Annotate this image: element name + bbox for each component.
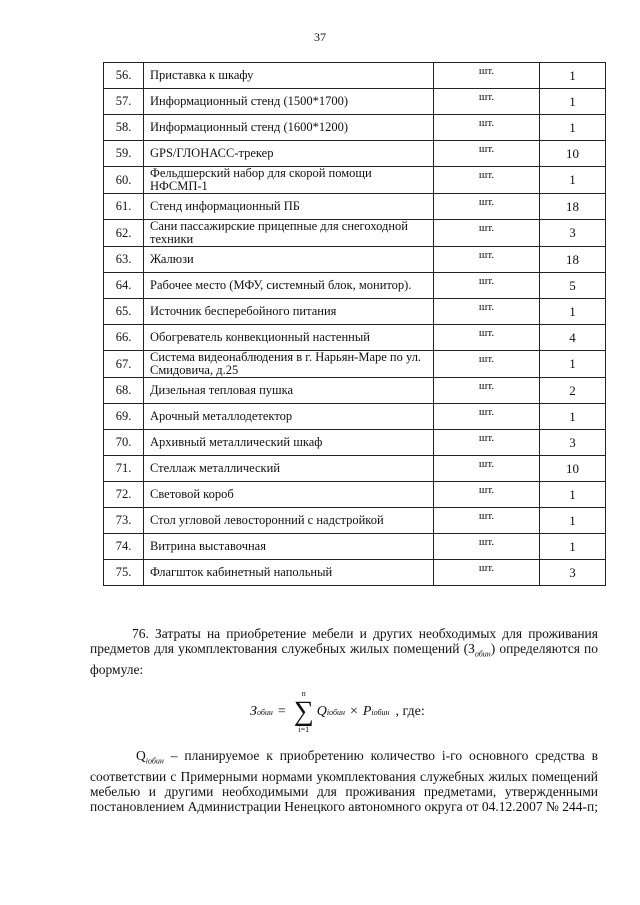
row-unit: шт. — [434, 482, 540, 508]
row-quantity: 2 — [540, 378, 606, 404]
row-quantity: 1 — [540, 351, 606, 378]
table-row — [104, 220, 606, 247]
row-quantity: 18 — [540, 247, 606, 273]
row-name: GPS/ГЛОНАСС-трекер — [144, 141, 434, 167]
row-name: Световой короб — [144, 482, 434, 508]
row-name: Приставка к шкафу — [144, 63, 434, 89]
formula-times: × — [349, 704, 358, 719]
row-name: Сани пассажирские прицепные для снегоходной техники — [144, 220, 434, 247]
table-row — [104, 325, 606, 351]
items-table — [103, 62, 606, 586]
row-name: Информационный стенд (1500*1700) — [144, 89, 434, 115]
row-number: 65. — [104, 299, 144, 325]
formula-sum-top: n — [301, 689, 306, 698]
row-unit: шт. — [434, 141, 540, 167]
formula-q-sub: iобин — [326, 707, 345, 717]
formula-where: , где: — [395, 704, 425, 719]
row-unit: шт. — [434, 194, 540, 220]
formula-q: Q — [316, 704, 327, 719]
row-quantity: 1 — [540, 299, 606, 325]
table-row — [104, 141, 606, 167]
paragraph-q-symbol-sub: iобин — [145, 756, 164, 766]
paragraph-76-text-after: ) определяются по формуле: — [90, 641, 598, 677]
page-number: 37 — [314, 30, 326, 44]
row-quantity: 18 — [540, 194, 606, 220]
row-unit: шт. — [434, 325, 540, 351]
row-number: 69. — [104, 404, 144, 430]
row-unit: шт. — [434, 89, 540, 115]
row-number: 61. — [104, 194, 144, 220]
items-table-body — [104, 63, 606, 586]
table-row — [104, 534, 606, 560]
table-row — [104, 482, 606, 508]
row-quantity: 1 — [540, 534, 606, 560]
row-quantity: 5 — [540, 273, 606, 299]
row-quantity: 1 — [540, 63, 606, 89]
row-name: Флагшток кабинетный напольный — [144, 560, 434, 586]
paragraph-76-subscript: обин — [474, 649, 491, 659]
row-unit: шт. — [434, 220, 540, 247]
row-name: Стеллаж металлический — [144, 456, 434, 482]
table-row — [104, 194, 606, 220]
row-quantity: 1 — [540, 508, 606, 534]
row-quantity: 3 — [540, 430, 606, 456]
row-quantity: 1 — [540, 482, 606, 508]
row-unit: шт. — [434, 273, 540, 299]
row-quantity: 4 — [540, 325, 606, 351]
table-row — [104, 167, 606, 194]
row-quantity: 1 — [540, 115, 606, 141]
row-name: Источник бесперебойного питания — [144, 299, 434, 325]
table-row — [104, 63, 606, 89]
row-name: Дизельная тепловая пушка — [144, 378, 434, 404]
formula-sigma: ∑ — [293, 696, 314, 727]
row-name: Витрина выставочная — [144, 534, 434, 560]
row-quantity: 1 — [540, 89, 606, 115]
formula-p-sub: iобин — [371, 707, 390, 717]
row-quantity: 10 — [540, 456, 606, 482]
table-row — [104, 247, 606, 273]
row-number: 70. — [104, 430, 144, 456]
row-number: 68. — [104, 378, 144, 404]
row-unit: шт. — [434, 63, 540, 89]
row-name: Арочный металлодетектор — [144, 404, 434, 430]
paragraph-q-symbol: Q — [136, 748, 146, 763]
row-unit: шт. — [434, 167, 540, 194]
table-row — [104, 508, 606, 534]
formula-sum-bottom: i=1 — [298, 725, 310, 734]
formula-lhs-sub: обин — [256, 707, 273, 717]
row-quantity: 3 — [540, 560, 606, 586]
table-row — [104, 89, 606, 115]
row-name: Система видеонаблюдения в г. Нарьян-Маре по ул. Смидовича, д.25 — [144, 351, 434, 378]
row-quantity: 1 — [540, 167, 606, 194]
row-unit: шт. — [434, 299, 540, 325]
table-row — [104, 404, 606, 430]
row-unit: шт. — [434, 378, 540, 404]
row-quantity: 1 — [540, 404, 606, 430]
row-name: Информационный стенд (1600*1200) — [144, 115, 434, 141]
row-number: 75. — [104, 560, 144, 586]
row-name: Обогреватель конвекционный настенный — [144, 325, 434, 351]
row-unit: шт. — [434, 247, 540, 273]
row-number: 71. — [104, 456, 144, 482]
table-row — [104, 115, 606, 141]
row-unit: шт. — [434, 456, 540, 482]
row-unit: шт. — [434, 560, 540, 586]
row-quantity: 3 — [540, 220, 606, 247]
row-number: 72. — [104, 482, 144, 508]
row-name: Стол угловой левосторонний с надстройкой — [144, 508, 434, 534]
table-row — [104, 560, 606, 586]
row-name: Рабочее место (МФУ, системный блок, монитор). — [144, 273, 434, 299]
formula-sum — [294, 690, 314, 734]
row-name: Жалюзи — [144, 247, 434, 273]
row-number: 62. — [104, 220, 144, 247]
paragraph-76 — [90, 626, 598, 677]
row-number: 59. — [104, 141, 144, 167]
table-row — [104, 430, 606, 456]
formula-lhs: З — [250, 704, 257, 719]
row-unit: шт. — [434, 404, 540, 430]
table-row — [104, 456, 606, 482]
table-row — [104, 299, 606, 325]
row-unit: шт. — [434, 534, 540, 560]
row-number: 58. — [104, 115, 144, 141]
table-row — [104, 351, 606, 378]
formula-p: P — [362, 704, 372, 719]
row-unit: шт. — [434, 351, 540, 378]
row-name: Фельдшерский набор для скорой помощи НФСМП-1 — [144, 167, 434, 194]
row-quantity: 10 — [540, 141, 606, 167]
formula-equals: = — [277, 704, 286, 719]
row-unit: шт. — [434, 115, 540, 141]
row-number: 60. — [104, 167, 144, 194]
row-number: 66. — [104, 325, 144, 351]
row-number: 74. — [104, 534, 144, 560]
table-row — [104, 273, 606, 299]
row-unit: шт. — [434, 508, 540, 534]
formula — [250, 690, 425, 734]
row-unit: шт. — [434, 430, 540, 456]
row-number: 56. — [104, 63, 144, 89]
paragraph-76-text-before: 76. Затраты на приобретение мебели и других необходимых для проживания предметов для укомплектования служебных жилых помещений (З — [90, 626, 598, 656]
row-number: 64. — [104, 273, 144, 299]
row-number: 67. — [104, 351, 144, 378]
row-number: 57. — [104, 89, 144, 115]
row-number: 73. — [104, 508, 144, 534]
paragraph-q-text: – планируемое к приобретению количество i-го основного средства в соответствии с Примерными нормами укомплектования служебных жилых помещений мебелью и другими необходимыми для проживания предметами, утвержденными постановлением Администрации Ненецкого автономного округа от 04.12.2007 № 244-п; — [90, 748, 598, 814]
paragraph-q-definition — [90, 748, 598, 814]
row-name: Стенд информационный ПБ — [144, 194, 434, 220]
row-number: 63. — [104, 247, 144, 273]
row-name: Архивный металлический шкаф — [144, 430, 434, 456]
table-row — [104, 378, 606, 404]
